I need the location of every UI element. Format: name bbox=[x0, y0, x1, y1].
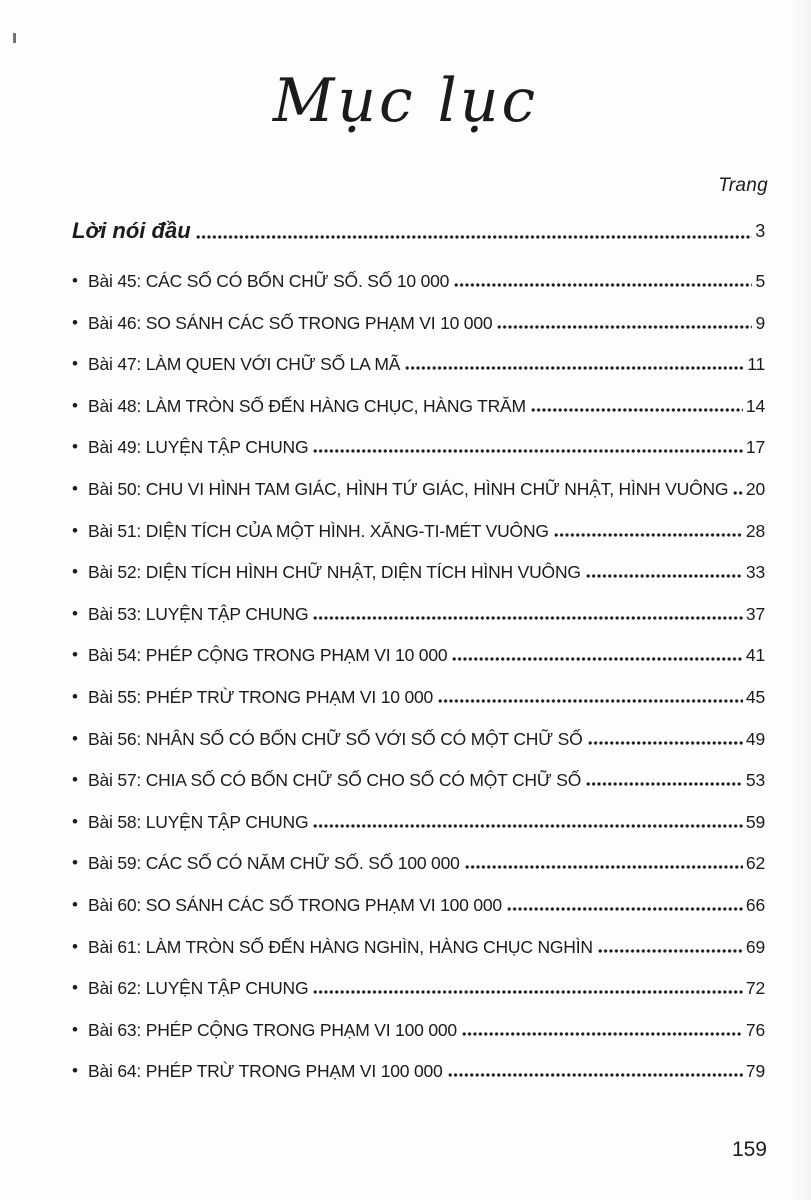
toc-entry-page: 14 bbox=[745, 395, 765, 416]
dot-leader bbox=[313, 448, 743, 454]
toc-entry-page: 66 bbox=[745, 894, 765, 915]
page-column-header: Trang bbox=[718, 175, 768, 196]
toc-entry-page: 59 bbox=[745, 811, 765, 832]
toc-entry-row bbox=[72, 270, 765, 292]
preface-page-number: 3 bbox=[755, 221, 765, 241]
toc-entry-label: Bài 53: LUYỆN TẬP CHUNG bbox=[88, 603, 309, 624]
toc-entry-label: Bài 61: LÀM TRÒN SỐ ĐẾN HÀNG NGHÌN, HÀNG CHỤC NGHÌN bbox=[88, 936, 593, 957]
toc-entry-label: Bài 63: PHÉP CỘNG TRONG PHẠM VI 100 000 bbox=[88, 1019, 457, 1040]
toc-entry-page: 69 bbox=[745, 936, 765, 957]
dot-leader bbox=[733, 490, 743, 496]
toc-entry-label: Bài 55: PHÉP TRỪ TRONG PHẠM VI 10 000 bbox=[88, 686, 434, 707]
dot-leader bbox=[438, 698, 743, 704]
bullet-icon: • bbox=[72, 520, 78, 540]
toc-entry-row bbox=[72, 520, 765, 542]
bullet-icon: • bbox=[72, 853, 78, 873]
toc-entry-row bbox=[72, 852, 765, 874]
dot-leader bbox=[598, 948, 743, 954]
bullet-icon: • bbox=[72, 437, 78, 457]
toc-entry-label: Bài 46: SO SÁNH CÁC SỐ TRONG PHẠM VI 10 000 bbox=[88, 312, 493, 333]
bullet-icon: • bbox=[72, 978, 78, 998]
toc-entry-label: Bài 62: LUYỆN TẬP CHUNG bbox=[88, 978, 309, 999]
dot-leader bbox=[531, 407, 743, 413]
dot-leader bbox=[313, 823, 743, 829]
toc-entry-row bbox=[72, 644, 765, 666]
page-number: 159 bbox=[731, 1138, 767, 1161]
toc-entry-page: 37 bbox=[745, 603, 765, 624]
toc-entry-label: Bài 47: LÀM QUEN VỚI CHỮ SỐ LA MÃ bbox=[88, 354, 401, 375]
bullet-icon: • bbox=[72, 395, 78, 415]
toc-entry-row bbox=[72, 977, 765, 999]
toc-entry-page: 28 bbox=[745, 520, 765, 541]
toc-entry-label: Bài 60: SO SÁNH CÁC SỐ TRONG PHẠM VI 100 000 bbox=[88, 894, 502, 915]
bullet-icon: • bbox=[72, 1019, 78, 1039]
toc-entry-label: Bài 48: LÀM TRÒN SỐ ĐẾN HÀNG CHỤC, HÀNG TRĂM bbox=[88, 395, 526, 416]
toc-entry-page: 20 bbox=[745, 478, 765, 499]
toc-entry-label: Bài 59: CÁC SỐ CÓ NĂM CHỮ SỐ. SỐ 100 000 bbox=[88, 853, 460, 874]
toc-entry-label: Bài 45: CÁC SỐ CÓ BỐN CHỮ SỐ. SỐ 10 000 bbox=[88, 271, 450, 291]
toc-entry-row bbox=[72, 395, 765, 417]
bullet-icon: • bbox=[72, 770, 78, 790]
toc-entry-row bbox=[72, 894, 765, 916]
dot-leader bbox=[448, 1072, 743, 1078]
toc-preface-row bbox=[72, 218, 765, 244]
toc-entry-page: 49 bbox=[745, 728, 765, 749]
toc-entry-row bbox=[72, 686, 765, 708]
toc-entry-label: Bài 52: DIỆN TÍCH HÌNH CHỮ NHẬT, DIỆN TÍCH HÌNH VUÔNG bbox=[88, 562, 581, 583]
toc-entry-label: Bài 58: LUYỆN TẬP CHUNG bbox=[88, 811, 309, 832]
bullet-icon: • bbox=[72, 894, 78, 914]
toc-entry-row bbox=[72, 1060, 765, 1082]
toc-entry-row bbox=[72, 769, 765, 791]
dot-leader bbox=[405, 365, 744, 371]
toc-entry-page: 45 bbox=[745, 686, 765, 707]
toc-entry-row bbox=[72, 312, 765, 334]
bullet-icon: • bbox=[72, 728, 78, 748]
bullet-icon: • bbox=[72, 936, 78, 956]
dot-leader bbox=[588, 740, 743, 746]
toc-entry-row bbox=[72, 561, 765, 583]
toc-entry-page: 5 bbox=[755, 271, 765, 291]
dot-leader bbox=[462, 1031, 743, 1037]
toc-entry-label: Bài 50: CHU VI HÌNH TAM GIÁC, HÌNH TỨ GIÁC, HÌNH CHỮ NHẬT, HÌNH VUÔNG bbox=[88, 478, 729, 499]
toc-entry-page: 17 bbox=[745, 437, 765, 458]
toc-entry-page: 76 bbox=[745, 1019, 765, 1040]
toc-entry-row bbox=[72, 936, 765, 958]
toc-entry-page: 11 bbox=[747, 354, 765, 375]
bullet-icon: • bbox=[72, 312, 78, 332]
scan-artifact bbox=[13, 33, 16, 43]
dot-leader bbox=[313, 989, 743, 995]
toc-entry-page: 33 bbox=[745, 562, 765, 583]
toc-entry-row bbox=[72, 353, 765, 375]
bullet-icon: • bbox=[72, 271, 78, 290]
preface-label: Lời nói đầu bbox=[72, 218, 191, 243]
toc-entry-label: Bài 54: PHÉP CỘNG TRONG PHẠM VI 10 000 bbox=[88, 645, 448, 666]
bullet-icon: • bbox=[72, 562, 78, 582]
toc-entry-label: Bài 64: PHÉP TRỪ TRONG PHẠM VI 100 000 bbox=[88, 1061, 443, 1082]
toc-entry-label: Bài 49: LUYỆN TẬP CHUNG bbox=[88, 437, 309, 458]
dot-leader bbox=[586, 573, 743, 579]
toc-entry-page: 9 bbox=[755, 312, 765, 333]
toc-entry-row bbox=[72, 436, 765, 458]
bullet-icon: • bbox=[72, 645, 78, 665]
bullet-icon: • bbox=[72, 811, 78, 831]
toc-entry-row bbox=[72, 1019, 765, 1041]
toc-entry-row bbox=[72, 603, 765, 625]
bullet-icon: • bbox=[72, 1061, 78, 1081]
dot-leader bbox=[454, 282, 752, 288]
dot-leader bbox=[554, 532, 743, 538]
toc-entry-row bbox=[72, 478, 765, 500]
dot-leader bbox=[452, 656, 743, 662]
toc-entry-label: Bài 51: DIỆN TÍCH CỦA MỘT HÌNH. XĂNG-TI-MÉT VUÔNG bbox=[88, 520, 549, 541]
dot-leader bbox=[465, 864, 743, 870]
toc-entry-page: 79 bbox=[745, 1061, 765, 1082]
bullet-icon: • bbox=[72, 478, 78, 498]
toc-entry-label: Bài 56: NHÂN SỐ CÓ BỐN CHỮ SỐ VỚI SỐ CÓ MỘT CHỮ SỐ bbox=[88, 728, 583, 749]
dot-leader bbox=[497, 324, 752, 330]
dot-leader bbox=[313, 615, 743, 621]
dot-leader bbox=[507, 906, 743, 912]
toc-entry-page: 41 bbox=[745, 645, 765, 666]
page-title: Mục lục bbox=[272, 66, 539, 136]
bullet-icon: • bbox=[72, 603, 78, 623]
toc-entry-page: 53 bbox=[745, 770, 765, 791]
toc-list bbox=[72, 218, 765, 1102]
bullet-icon: • bbox=[72, 686, 78, 706]
dot-leader bbox=[586, 781, 743, 787]
toc-entry-label: Bài 57: CHIA SỐ CÓ BỐN CHỮ SỐ CHO SỐ CÓ MỘT CHỮ SỐ bbox=[88, 770, 582, 791]
toc-entry-page: 62 bbox=[745, 853, 765, 874]
bullet-icon: • bbox=[72, 354, 78, 374]
toc-entry-page: 72 bbox=[745, 978, 765, 999]
dot-leader bbox=[196, 234, 753, 240]
toc-entry-row bbox=[72, 728, 765, 750]
toc-entry-row bbox=[72, 811, 765, 833]
